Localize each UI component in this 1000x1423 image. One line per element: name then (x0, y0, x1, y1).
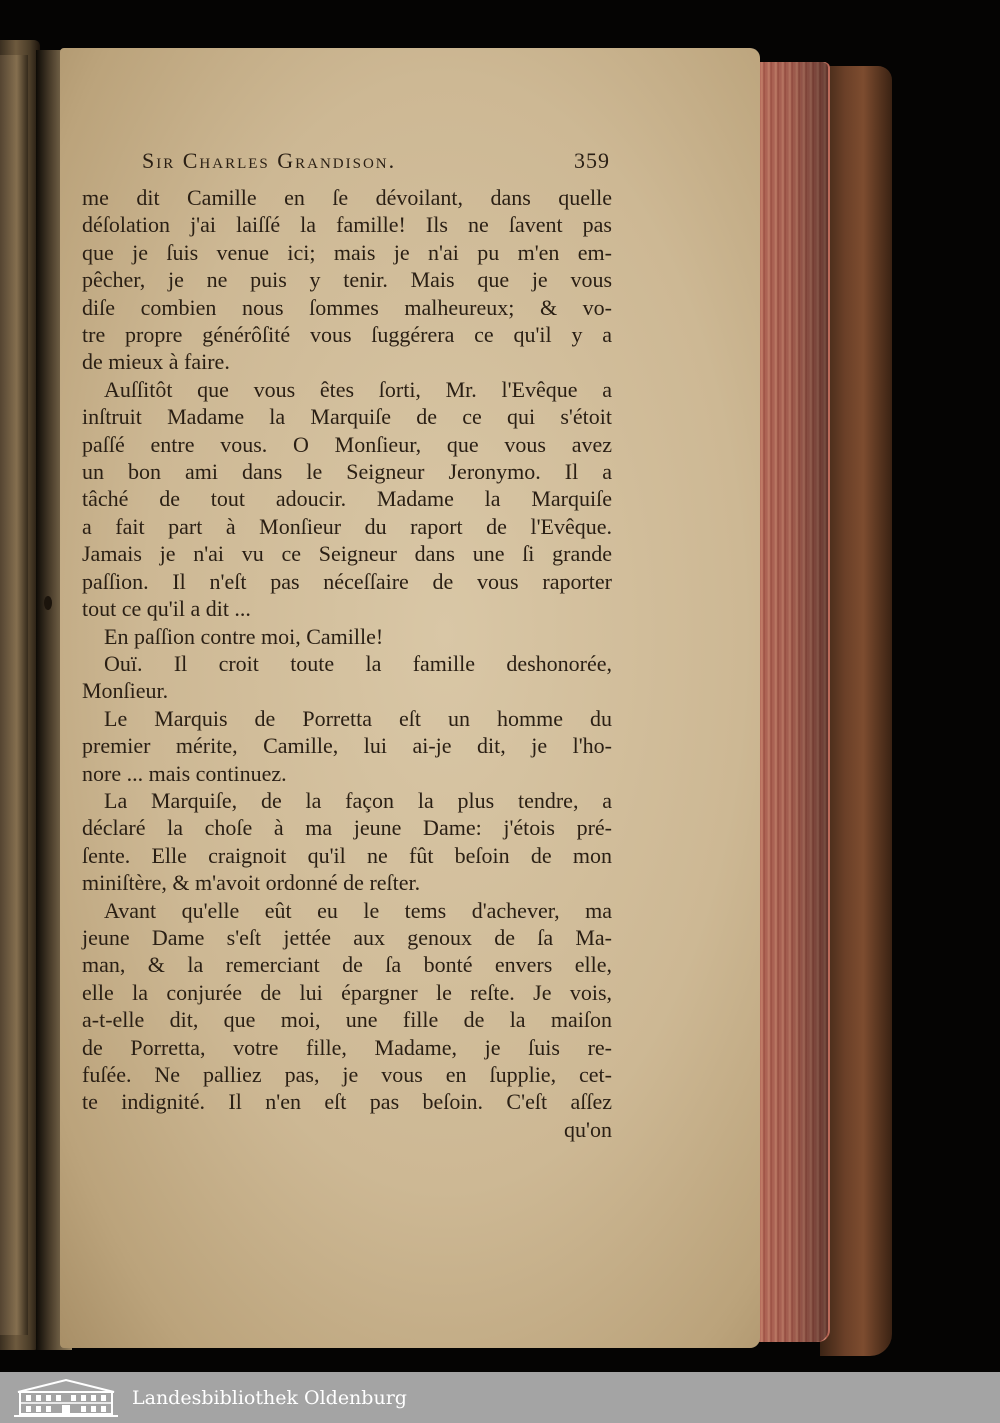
text-line: Jamais je n'ai vu ce Seigneur dans une ſi grande (82, 541, 612, 567)
running-head (142, 148, 610, 184)
text-line: man, & la remerciant de ſa bonté envers elle, (82, 952, 612, 978)
text-line: de Porretta, votre fille, Madame, je ſuis re- (82, 1034, 612, 1060)
text-line: paſſion. Il n'eſt pas néceſſaire de vous raporter (82, 568, 612, 594)
text-line: tout ce qu'il a dit ... (82, 596, 251, 622)
text-line: pêcher, je ne puis y tenir. Mais que je vous (82, 267, 612, 293)
text-line: déſolation j'ai laiſſé la famille! Ils ne ſavent pas (82, 212, 612, 238)
text-line: Monſieur. (82, 678, 169, 704)
text-line: diſe combien nous ſommes malheureux; & vo- (82, 294, 612, 320)
text-line: tâché de tout adoucir. Madame la Marquiſe (82, 486, 612, 512)
text-line: miniſtère, & m'avoit ordonné de reſter. (82, 870, 421, 896)
text-line: Le Marquis de Porretta eſt un homme du (104, 705, 612, 731)
text-line: elle la conjurée de lui épargner le reſte. Je vois, (82, 979, 612, 1005)
text-line: inſtruit Madame la Marquiſe de ce qui s'étoit (82, 404, 612, 430)
text-line: tre propre générôſité vous ſuggérera ce qu'il y a (82, 322, 612, 348)
catchword: qu'on (564, 1116, 612, 1142)
text-line: a fait part à Monſieur du raport de l'Evêque. (82, 513, 612, 539)
text-line: fuſée. Ne palliez pas, je vous en ſupplie, cet- (82, 1062, 612, 1087)
footer-bar (0, 1372, 1000, 1423)
text-line: En paſſion contre moi, Camille! (104, 623, 384, 649)
text-line: un bon ami dans le Seigneur Jeronymo. Il a (82, 459, 612, 485)
text-line: que je ſuis venue ici; mais je n'ai pu m'en em- (82, 239, 612, 265)
left-cover (0, 55, 28, 1335)
text-line: a-t-elle dit, que moi, une fille de la maiſon (82, 1007, 612, 1033)
library-name: Landesbibliothek Oldenburg (132, 1386, 407, 1409)
running-head-title: Sir Charles Grandison. (142, 148, 397, 173)
text-line: paſſé entre vous. O Monſieur, que vous avez (82, 431, 612, 457)
text-line: ſente. Elle craignoit qu'il ne fût beſoin de mon (82, 842, 612, 868)
library-building-icon (10, 1376, 122, 1419)
page-number: 359 (574, 148, 610, 173)
text-line: jeune Dame s'eſt jettée aux genoux de ſa Ma- (82, 924, 612, 950)
gutter-mark (44, 596, 52, 610)
text-line: nore ... mais continuez. (82, 760, 287, 786)
text-line: premier mérite, Camille, lui ai-je dit, je l'ho- (82, 733, 612, 759)
text-line: Ouï. Il croit toute la famille deshonorée, (104, 650, 612, 676)
text-line: La Marquiſe, de la façon la plus tendre, a (104, 787, 612, 813)
back-cover (820, 66, 892, 1356)
text-line: me dit Camille en ſe dévoilant, dans quelle (82, 185, 612, 210)
page-text (82, 148, 612, 1143)
text-line: déclaré la choſe à ma jeune Dame: j'étois pré- (82, 815, 612, 841)
text-line: Auſſitôt que vous êtes ſorti, Mr. l'Evêque a (104, 376, 612, 402)
text-line: Avant qu'elle eût eu le tems d'achever, ma (104, 897, 612, 923)
text-line: de mieux à faire. (82, 349, 230, 375)
text-line: te indignité. Il n'en eſt pas beſoin. C'eſt aſſez (82, 1089, 612, 1115)
